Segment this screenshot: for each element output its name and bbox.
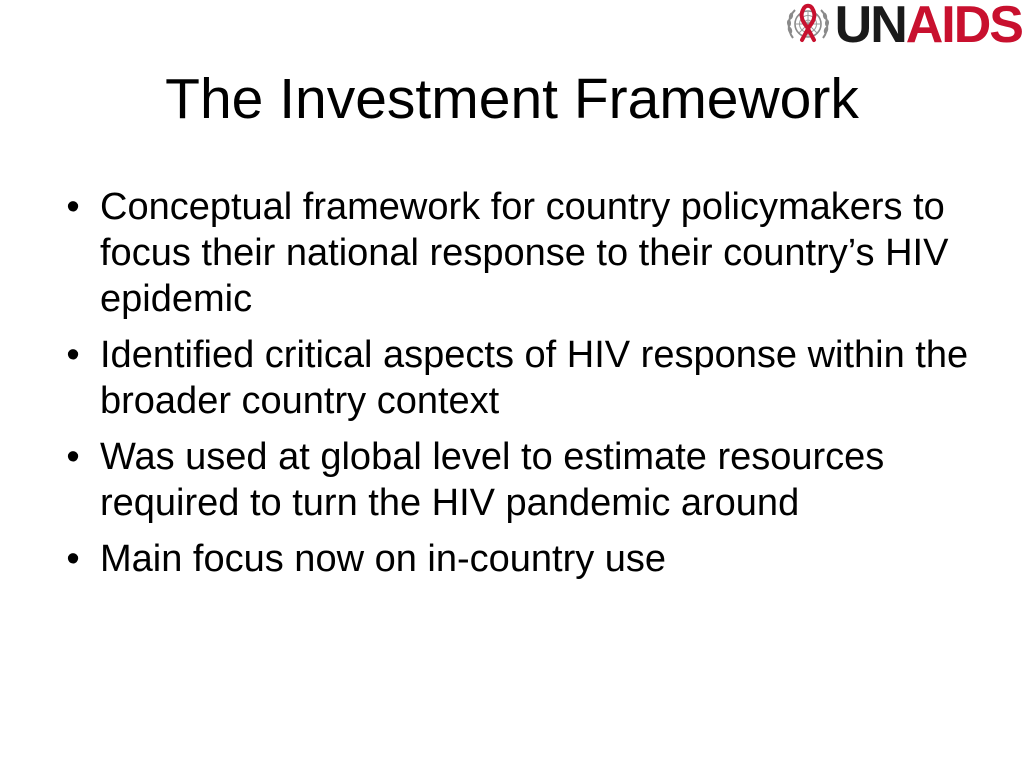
bullet-marker: • xyxy=(66,436,80,478)
logo-wordmark xyxy=(834,0,1022,54)
bullet-text: Main focus now on in-country use xyxy=(100,538,667,580)
bullet-marker: • xyxy=(66,538,80,580)
bullet-item xyxy=(58,434,978,526)
bullet-text: Identified critical aspects of HIV response within the broader country context xyxy=(100,334,969,422)
bullet-item xyxy=(58,332,978,424)
bullet-list xyxy=(58,184,978,592)
logo-text-un: UN xyxy=(834,0,906,54)
unaids-logo xyxy=(783,0,1024,54)
bullet-text: Conceptual framework for country policymakers to focus their national response to their country’s HIV epidemic xyxy=(100,186,949,320)
bullet-item xyxy=(58,536,978,582)
bullet-text: Was used at global level to estimate resources required to turn the HIV pandemic around xyxy=(100,436,885,524)
bullet-marker: • xyxy=(66,334,80,376)
logo-text-aids: AIDS xyxy=(905,0,1022,54)
slide-title: The Investment Framework xyxy=(165,67,859,131)
bullet-marker: • xyxy=(66,186,80,228)
bullet-item xyxy=(58,184,978,322)
un-emblem-icon xyxy=(783,0,833,50)
